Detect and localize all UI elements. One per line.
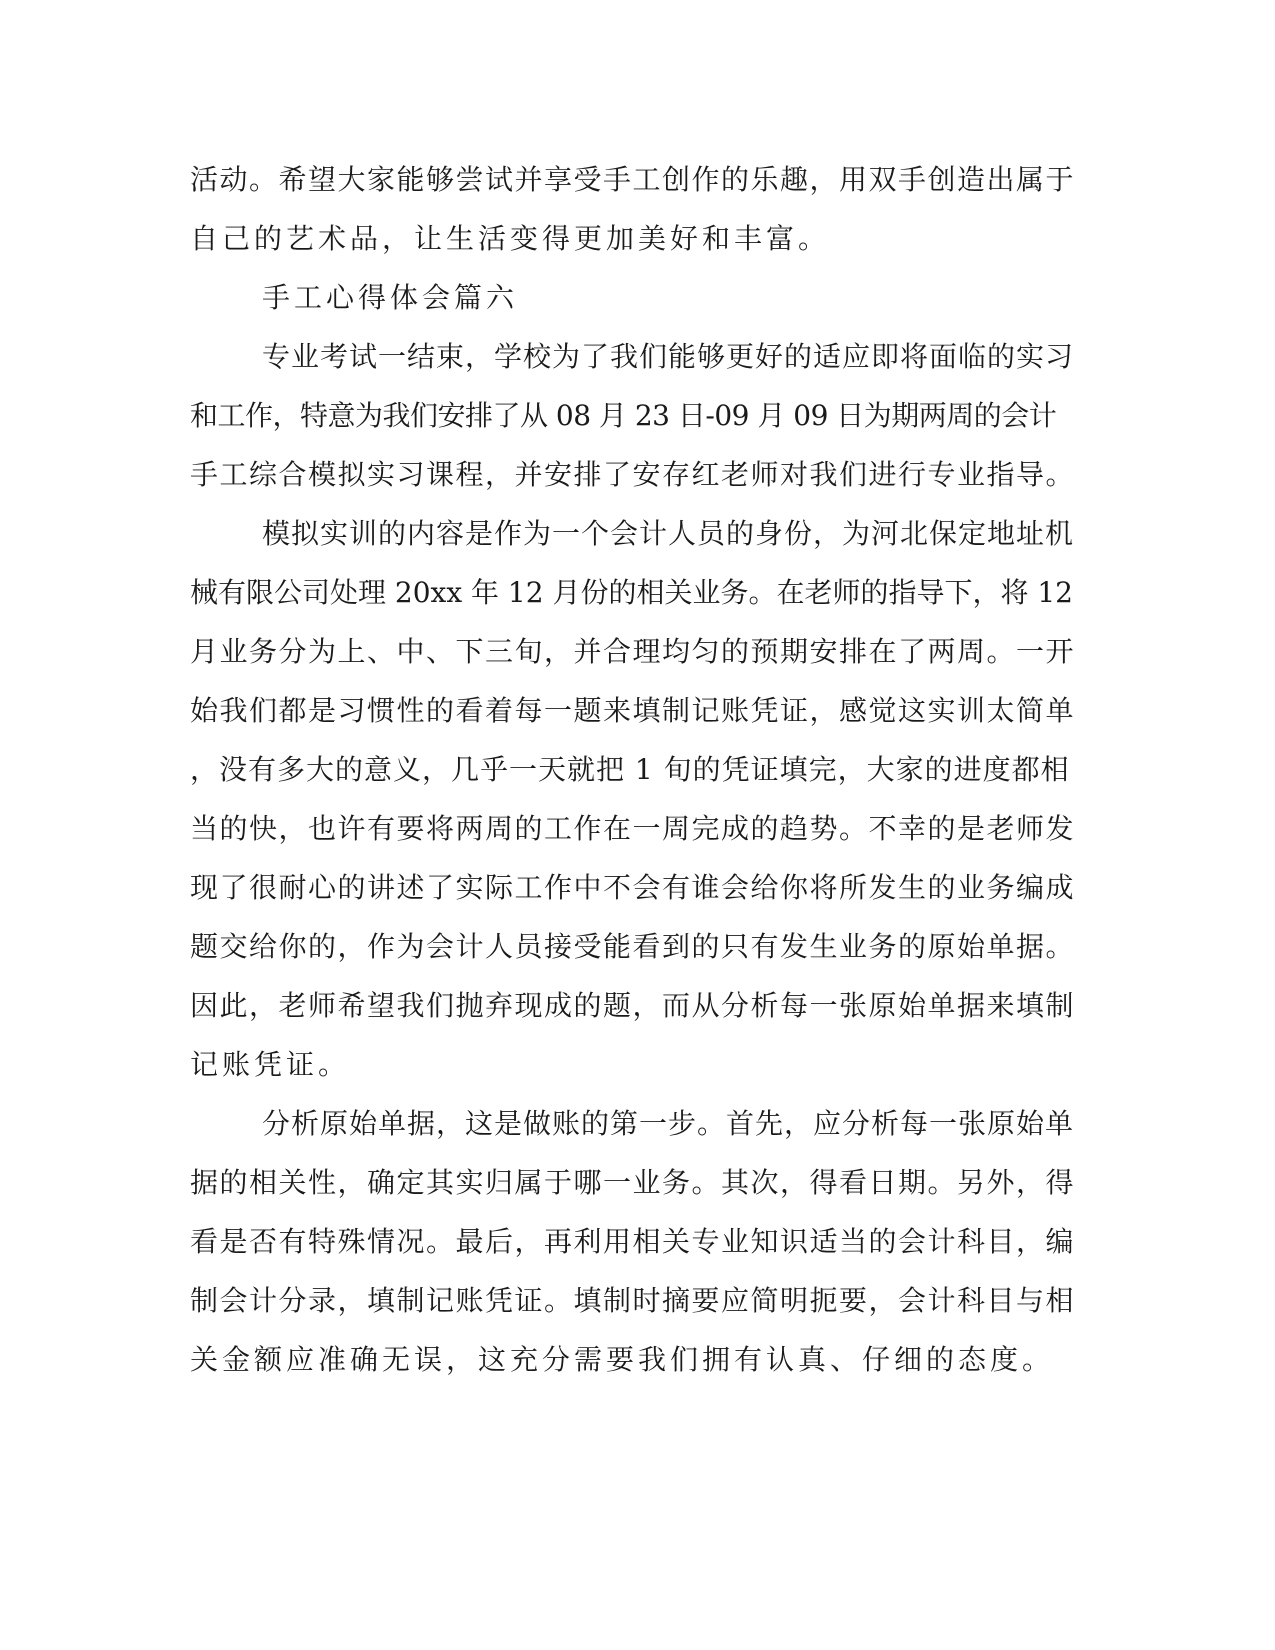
text-line: 制会计分录，填制记账凭证。填制时摘要应简明扼要，会计科目与相 xyxy=(190,1284,1076,1317)
text-line: 题交给你的，作为会计人员接受能看到的只有发生业务的原始单据。 xyxy=(190,930,1076,963)
text-line: 械有限公司处理 20xx 年 12 月份的相关业务。在老师的指导下，将 12 xyxy=(190,576,1073,609)
text-line: 始我们都是习惯性的看着每一题来填制记账凭证，感觉这实训太简单 xyxy=(190,694,1076,727)
text-line: 自己的艺术品，让生活变得更加美好和丰富。 xyxy=(190,222,831,255)
text-line: 现了很耐心的讲述了实际工作中不会有谁会给你将所发生的业务编成 xyxy=(190,871,1076,904)
text-line: 月业务分为上、中、下三旬，并合理均匀的预期安排在了两周。一开 xyxy=(190,635,1076,668)
text-line: 据的相关性，确定其实归属于哪一业务。其次，得看日期。另外，得 xyxy=(190,1166,1076,1199)
text-line: 和工作，特意为我们安排了从 08 月 23 日-09 月 09 日为期两周的会计 xyxy=(190,399,1057,432)
text-line: ，没有多大的意义，几乎一天就把 1 旬的凭证填完，大家的进度都相 xyxy=(190,753,1070,786)
text-line: 模拟实训的内容是作为一个会计人员的身份，为河北保定地址机 xyxy=(262,517,1075,550)
text-line: 因此，老师希望我们抛弃现成的题，而从分析每一张原始单据来填制 xyxy=(190,989,1076,1022)
text-line: 当的快，也许有要将两周的工作在一周完成的趋势。不幸的是老师发 xyxy=(190,812,1076,845)
text-line: 关金额应准确无误，这充分需要我们拥有认真、仔细的态度。 xyxy=(190,1343,1055,1376)
text-line: 看是否有特殊情况。最后，再利用相关专业知识适当的会计科目，编 xyxy=(190,1225,1076,1258)
text-line: 分析原始单据，这是做账的第一步。首先，应分析每一张原始单 xyxy=(262,1107,1075,1140)
text-line: 手工综合模拟实习课程，并安排了安存红老师对我们进行专业指导。 xyxy=(190,458,1076,491)
text-line: 活动。希望大家能够尝试并享受手工创作的乐趣，用双手创造出属于 xyxy=(190,163,1076,196)
text-line: 记账凭证。 xyxy=(190,1048,351,1081)
text-line: 专业考试一结束，学校为了我们能够更好的适应即将面临的实习 xyxy=(262,340,1075,373)
section-heading: 手工心得体会篇六 xyxy=(262,281,519,314)
